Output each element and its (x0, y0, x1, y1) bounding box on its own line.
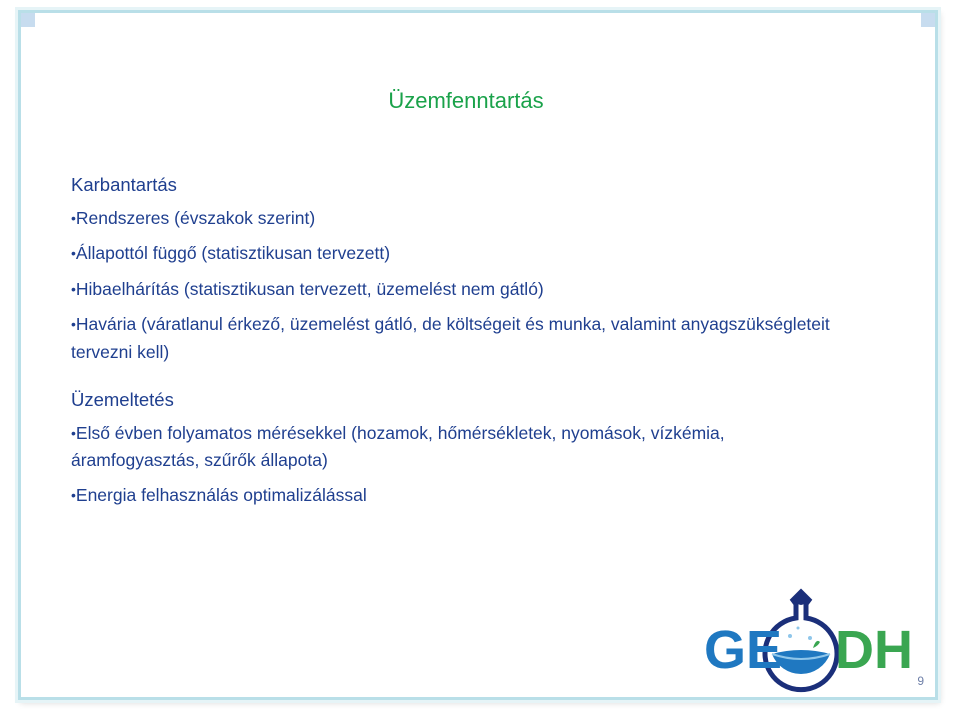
list-item: •Rendszeres (évszakok szerint) (71, 207, 316, 228)
list-item: •Első évben folyamatos mérésekkel (hozamok, hőmérsékletek, nyomások, vízkémia, áramfogyasztás, szűrők állapota) (71, 422, 725, 470)
list-item: •Hibaelhárítás (statisztikusan tervezett, üzemelést nem gátló) (71, 278, 544, 299)
geodh-logo (700, 588, 930, 693)
section-maintenance (71, 172, 831, 365)
section-heading: Karbantartás (71, 174, 177, 195)
slide-body (71, 172, 831, 517)
geodh-logo-graphic (700, 588, 930, 693)
page-number: 9 (917, 674, 924, 688)
section-heading: Üzemeltetés (71, 389, 174, 410)
slide-title: Üzemfenntartás (388, 88, 544, 113)
list-item: •Havária (váratlanul érkező, üzemelést gátló, de költségeit és munka, valamint anyagszükségleteit tervezni kell) (71, 314, 830, 362)
frame-corner-top-right (921, 13, 935, 27)
list-item: •Állapottól függő (statisztikusan tervezett) (71, 243, 391, 263)
frame-corner-top-left (21, 13, 35, 27)
list-item: •Energia felhasználás optimalizálással (71, 484, 367, 505)
logo-text-dh: DH (835, 620, 913, 680)
logo-text-ge: GE (704, 620, 783, 680)
section-operation (71, 387, 831, 509)
